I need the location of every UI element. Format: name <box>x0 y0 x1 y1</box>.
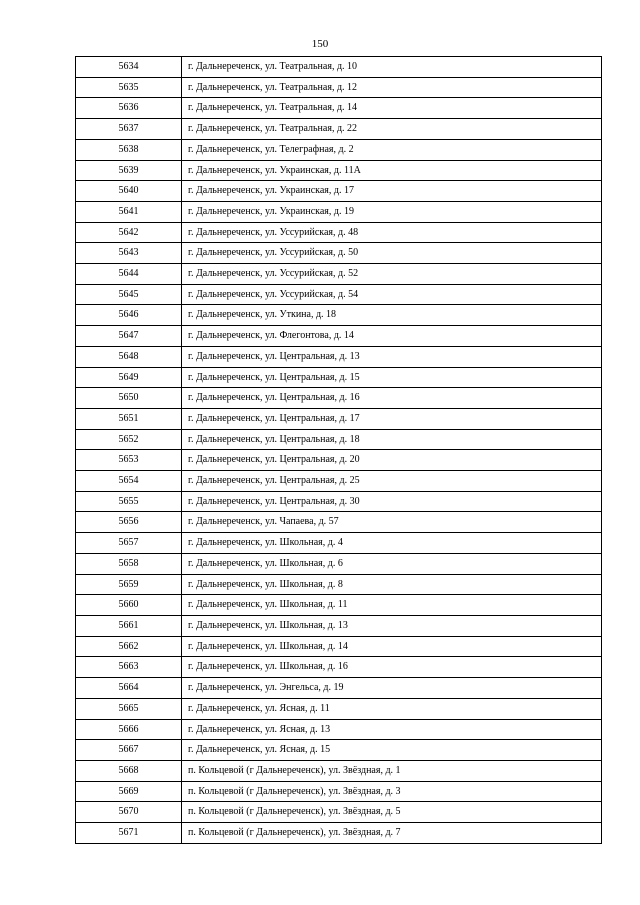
table-row <box>76 181 602 202</box>
table-row <box>76 719 602 740</box>
row-number-cell: 5638 <box>76 139 182 160</box>
row-number-cell: 5635 <box>76 77 182 98</box>
row-number-cell: 5655 <box>76 491 182 512</box>
table-row <box>76 367 602 388</box>
address-cell: г. Дальнереченск, ул. Центральная, д. 20 <box>182 450 602 471</box>
address-cell: г. Дальнереченск, ул. Уссурийская, д. 48 <box>182 222 602 243</box>
table-row <box>76 553 602 574</box>
address-cell: г. Дальнереченск, ул. Театральная, д. 10 <box>182 57 602 78</box>
row-number-cell: 5637 <box>76 119 182 140</box>
table-row <box>76 595 602 616</box>
address-cell: г. Дальнереченск, ул. Телеграфная, д. 2 <box>182 139 602 160</box>
table-row <box>76 77 602 98</box>
table-row <box>76 450 602 471</box>
address-cell: п. Кольцевой (г Дальнереченск), ул. Звёздная, д. 5 <box>182 802 602 823</box>
row-number-cell: 5651 <box>76 408 182 429</box>
address-cell: г. Дальнереченск, ул. Ясная, д. 13 <box>182 719 602 740</box>
address-cell: г. Дальнереченск, ул. Театральная, д. 22 <box>182 119 602 140</box>
table-row <box>76 781 602 802</box>
row-number-cell: 5641 <box>76 201 182 222</box>
address-cell: г. Дальнереченск, ул. Центральная, д. 18 <box>182 429 602 450</box>
table-row <box>76 636 602 657</box>
table-row <box>76 326 602 347</box>
row-number-cell: 5652 <box>76 429 182 450</box>
address-cell: г. Дальнереченск, ул. Театральная, д. 12 <box>182 77 602 98</box>
row-number-cell: 5668 <box>76 760 182 781</box>
table-row <box>76 491 602 512</box>
row-number-cell: 5662 <box>76 636 182 657</box>
table-row <box>76 305 602 326</box>
table-row <box>76 574 602 595</box>
row-number-cell: 5661 <box>76 615 182 636</box>
table-row <box>76 98 602 119</box>
table-row <box>76 160 602 181</box>
table-row <box>76 201 602 222</box>
row-number-cell: 5669 <box>76 781 182 802</box>
row-number-cell: 5666 <box>76 719 182 740</box>
table-row <box>76 802 602 823</box>
address-cell: г. Дальнереченск, ул. Центральная, д. 16 <box>182 388 602 409</box>
row-number-cell: 5649 <box>76 367 182 388</box>
address-cell: п. Кольцевой (г Дальнереченск), ул. Звёздная, д. 7 <box>182 823 602 844</box>
table-row <box>76 615 602 636</box>
address-cell: г. Дальнереченск, ул. Центральная, д. 17 <box>182 408 602 429</box>
address-cell: г. Дальнереченск, ул. Украинская, д. 17 <box>182 181 602 202</box>
row-number-cell: 5639 <box>76 160 182 181</box>
row-number-cell: 5665 <box>76 698 182 719</box>
page-number: 150 <box>311 38 329 50</box>
address-cell: г. Дальнереченск, ул. Школьная, д. 4 <box>182 533 602 554</box>
address-cell: г. Дальнереченск, ул. Школьная, д. 16 <box>182 657 602 678</box>
table-row <box>76 139 602 160</box>
row-number-cell: 5656 <box>76 512 182 533</box>
row-number-cell: 5659 <box>76 574 182 595</box>
address-cell: г. Дальнереченск, ул. Школьная, д. 11 <box>182 595 602 616</box>
address-cell: г. Дальнереченск, ул. Школьная, д. 6 <box>182 553 602 574</box>
row-number-cell: 5670 <box>76 802 182 823</box>
address-table <box>75 56 602 844</box>
table-row <box>76 533 602 554</box>
row-number-cell: 5654 <box>76 471 182 492</box>
table-row <box>76 222 602 243</box>
address-cell: г. Дальнереченск, ул. Школьная, д. 8 <box>182 574 602 595</box>
address-cell: п. Кольцевой (г Дальнереченск), ул. Звёздная, д. 3 <box>182 781 602 802</box>
address-cell: г. Дальнереченск, ул. Чапаева, д. 57 <box>182 512 602 533</box>
table-row <box>76 657 602 678</box>
table-row <box>76 388 602 409</box>
address-cell: г. Дальнереченск, ул. Школьная, д. 13 <box>182 615 602 636</box>
row-number-cell: 5643 <box>76 243 182 264</box>
address-cell: г. Дальнереченск, ул. Центральная, д. 30 <box>182 491 602 512</box>
address-cell: г. Дальнереченск, ул. Уссурийская, д. 54 <box>182 284 602 305</box>
table-row <box>76 264 602 285</box>
table-row <box>76 823 602 844</box>
address-cell: г. Дальнереченск, ул. Ясная, д. 11 <box>182 698 602 719</box>
row-number-cell: 5657 <box>76 533 182 554</box>
address-cell: г. Дальнереченск, ул. Уссурийская, д. 50 <box>182 243 602 264</box>
row-number-cell: 5658 <box>76 553 182 574</box>
table-row <box>76 760 602 781</box>
row-number-cell: 5646 <box>76 305 182 326</box>
address-cell: г. Дальнереченск, ул. Украинская, д. 19 <box>182 201 602 222</box>
row-number-cell: 5663 <box>76 657 182 678</box>
row-number-cell: 5660 <box>76 595 182 616</box>
address-cell: г. Дальнереченск, ул. Центральная, д. 25 <box>182 471 602 492</box>
row-number-cell: 5644 <box>76 264 182 285</box>
row-number-cell: 5647 <box>76 326 182 347</box>
address-cell: г. Дальнереченск, ул. Флегонтова, д. 14 <box>182 326 602 347</box>
table-row <box>76 429 602 450</box>
row-number-cell: 5640 <box>76 181 182 202</box>
table-row <box>76 346 602 367</box>
address-cell: г. Дальнереченск, ул. Центральная, д. 13 <box>182 346 602 367</box>
address-cell: г. Дальнереченск, ул. Энгельса, д. 19 <box>182 678 602 699</box>
table-row <box>76 57 602 78</box>
table-row <box>76 243 602 264</box>
address-cell: г. Дальнереченск, ул. Школьная, д. 14 <box>182 636 602 657</box>
row-number-cell: 5636 <box>76 98 182 119</box>
address-cell: п. Кольцевой (г Дальнереченск), ул. Звёздная, д. 1 <box>182 760 602 781</box>
row-number-cell: 5671 <box>76 823 182 844</box>
table-row <box>76 284 602 305</box>
row-number-cell: 5667 <box>76 740 182 761</box>
row-number-cell: 5634 <box>76 57 182 78</box>
address-cell: г. Дальнереченск, ул. Уссурийская, д. 52 <box>182 264 602 285</box>
address-cell: г. Дальнереченск, ул. Украинская, д. 11А <box>182 160 602 181</box>
row-number-cell: 5650 <box>76 388 182 409</box>
address-cell: г. Дальнереченск, ул. Ясная, д. 15 <box>182 740 602 761</box>
row-number-cell: 5664 <box>76 678 182 699</box>
address-cell: г. Дальнереченск, ул. Уткина, д. 18 <box>182 305 602 326</box>
row-number-cell: 5648 <box>76 346 182 367</box>
table-row <box>76 408 602 429</box>
row-number-cell: 5653 <box>76 450 182 471</box>
table-row <box>76 678 602 699</box>
address-cell: г. Дальнереченск, ул. Центральная, д. 15 <box>182 367 602 388</box>
table-row <box>76 740 602 761</box>
table-row <box>76 471 602 492</box>
row-number-cell: 5645 <box>76 284 182 305</box>
address-table-body <box>76 57 602 844</box>
row-number-cell: 5642 <box>76 222 182 243</box>
address-cell: г. Дальнереченск, ул. Театральная, д. 14 <box>182 98 602 119</box>
table-row <box>76 119 602 140</box>
table-row <box>76 698 602 719</box>
table-row <box>76 512 602 533</box>
